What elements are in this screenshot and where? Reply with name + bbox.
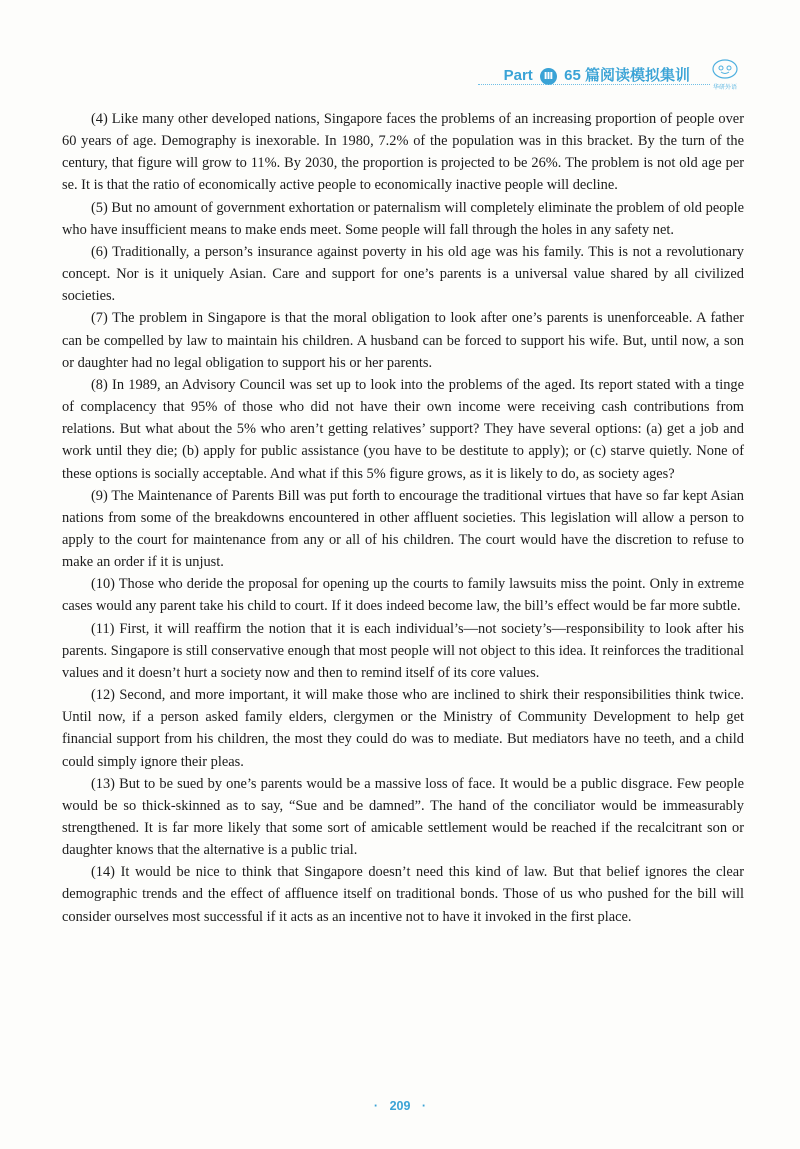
publisher-logo-text: 华研外语: [712, 84, 737, 91]
page-number: 209: [389, 1099, 411, 1113]
section-title: 65 篇阅读模拟集训: [564, 67, 690, 84]
paragraph: (7) The problem in Singapore is that the moral obligation to look after one’s parents is unenforceable. A father can be compelled by law to maintain his children. A husband can be forced to support his wife. But, until now, a son or daughter had no legal obligation to support his or her parents.: [62, 310, 744, 371]
paragraph: (5) But no amount of government exhortation or paternalism will completely eliminate the problem of old people who have insufficient means to make ends meet. Some people will fall through the holes in any safety net.: [62, 199, 744, 238]
footer-dot-left: ·: [373, 1099, 379, 1113]
paragraph: (8) In 1989, an Advisory Council was set up to look into the problems of the aged. Its report stated with a tinge of complacency that 95% of those who did not have their own income were receiving cash contributions from relations. But what about the 5% who aren’t getting relatives’ support? They have several options: (a) get a job and work until they die; (b) apply for public assistance (you have to be destitute to apply); or (c) starve quietly. None of these options is socially acceptable. And what if this 5% figure grows, as it is likely to do, as society ages?: [62, 376, 744, 482]
paragraph: (4) Like many other developed nations, Singapore faces the problems of an increasing proportion of people over 60 years of age. Demography is inexorable. In 1980, 7.2% of the population was in this bracket. By the turn of the century, that figure will grow to 11%. By 2030, the proportion is projected to be 26%. The problem is not old age per se. It is that the ratio of economically active people to economically inactive people will decline.: [62, 111, 744, 194]
running-header: [470, 60, 740, 91]
footer-dot-right: ·: [421, 1099, 427, 1113]
part-numeral-badge: Ⅲ: [540, 68, 557, 85]
article-body: [62, 108, 744, 928]
header-title: [504, 64, 690, 85]
paragraph: (14) It would be nice to think that Singapore doesn’t need this kind of law. But that belief ignores the clear demographic trends and the effect of affluence itself on traditional bonds. Those of us who pushed for the bill will consider ourselves most successful if it acts as an incentive not to have it invoked in the first place.: [62, 864, 744, 925]
paragraph: (9) The Maintenance of Parents Bill was put forth to encourage the traditional virtues that have so far kept Asian nations from some of the breakdowns encountered in other affluent societies. This legislation will allow a person to apply to the court for maintenance from any or all of his children. The court would have the discretion to refuse to make an order if it is unjust.: [62, 487, 744, 571]
header-dotted-rule: [478, 84, 710, 86]
paragraph: (13) But to be sued by one’s parents would be a massive loss of face. It would be a public disgrace. Few people would be so thick-skinned as to say, “Sue and be damned”. The hand of the conciliator would be immeasurably strengthened. It is far more likely that some sort of amicable settlement would be reached if the recalcitrant son or daughter knows that the alternative is a public trial.: [62, 775, 744, 859]
part-label: Part: [503, 67, 533, 84]
paragraph: (12) Second, and more important, it will make those who are inclined to shirk their responsibilities think twice. Until now, if a person asked family elders, clergymen or the Ministry of Community Development to help get financial support from his children, the most they could do was to mediate. But mediators have no teeth, and a child could simply ignore their pleas.: [62, 687, 744, 770]
page-footer: [0, 1099, 800, 1113]
paragraph: (10) Those who deride the proposal for opening up the courts to family lawsuits miss the point. Only in extreme cases would any parent take his child to court. If it does indeed become law, the bill’s effect would be far more subtle.: [62, 576, 744, 615]
paragraph: (11) First, it will reaffirm the notion that it is each individual’s—not society’s—responsibility to look after his parents. Singapore is still conservative enough that most people will not object to this idea. It reinforces the traditional values and it doesn’t hurt a society now and then to remind itself of its core values.: [62, 620, 744, 681]
paragraph: (6) Traditionally, a person’s insurance against poverty in his old age was his family. This is not a revolutionary concept. Nor is it uniquely Asian. Care and support for one’s parents is a universal value shared by all civilized societies.: [62, 243, 744, 305]
